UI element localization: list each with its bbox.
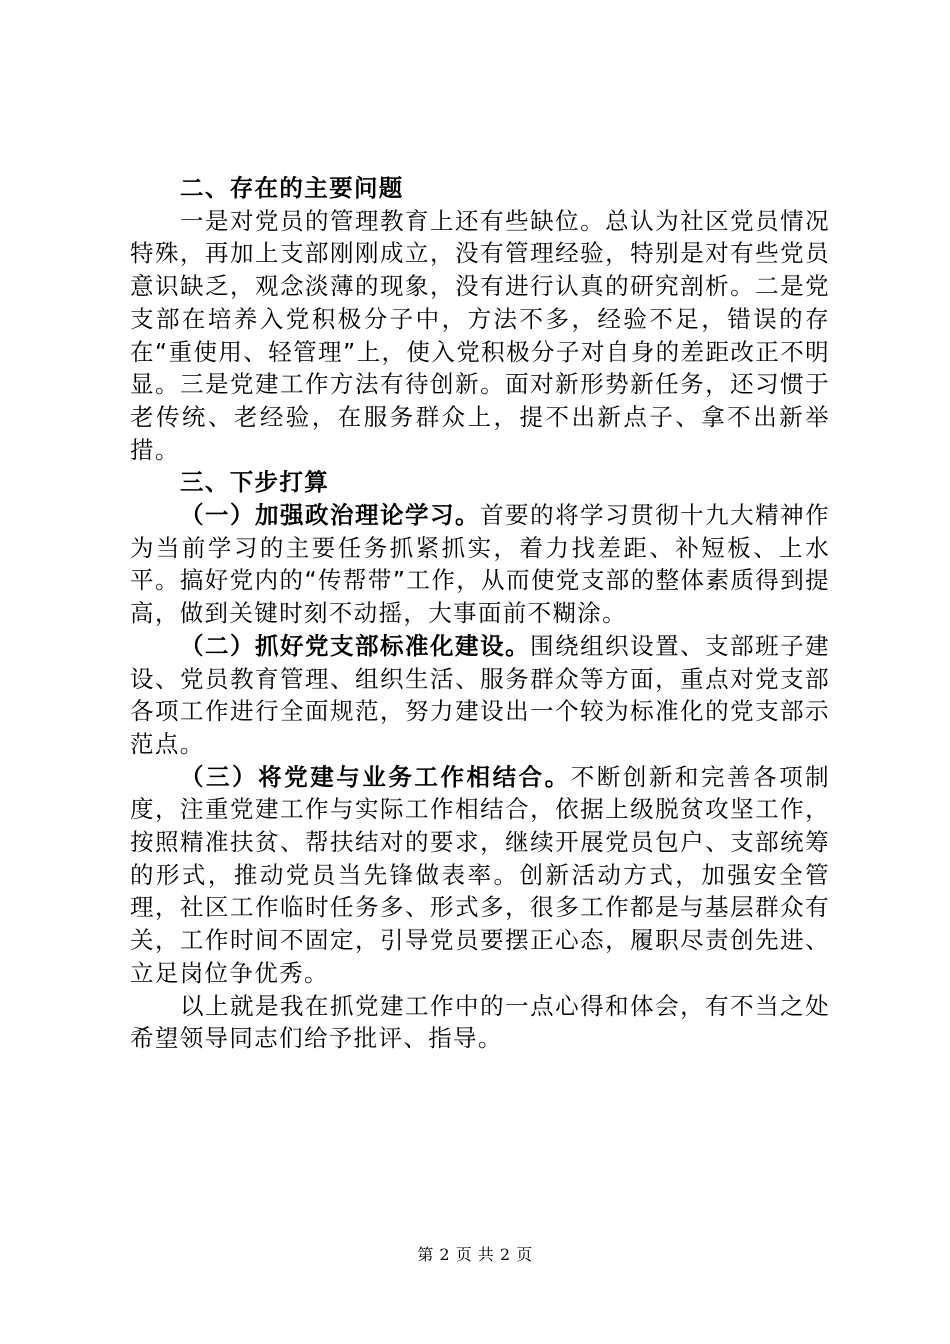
plan-item-2-lead: （二）抓好党支部标准化建设。 xyxy=(180,631,531,660)
page-footer: 第 2 页 共 2 页 xyxy=(417,1245,533,1264)
plan-item-2-text: 围绕组织设置、支部班子建设、党员教育管理、组织生活、服务群众等方面，重点对党支部各项工作进行全面规范，努力建设出一个较为标准化的党支部示范点。 xyxy=(130,631,831,758)
plan-item-1-text: 首要的将学习贯彻十九大精神作为当前学习的主要任务抓紧抓实，着力找差距、补短板、上水平。搞好党内的“传帮带”工作，从而使党支部的整体素质得到提高，做到关键时刻不动摇，大事面前不糊涂。 xyxy=(130,501,831,628)
section-heading-next-steps: 三、下步打算 xyxy=(180,468,330,497)
plan-item-3 xyxy=(130,761,830,990)
plan-item-3-lead: （三）将党建与业务工作相结合。 xyxy=(180,762,571,791)
plan-item-2 xyxy=(130,630,830,761)
document-body xyxy=(130,172,830,1055)
plan-item-1-lead: （一）加强政治理论学习。 xyxy=(180,501,481,530)
closing-paragraph: 以上就是我在抓党建工作中的一点心得和体会，有不当之处希望领导同志们给予批评、指导。 xyxy=(130,991,830,1053)
plan-item-3-text: 不断创新和完善各项制度，注重党建工作与实际工作相结合，依据上级脱贫攻坚工作，按照精准扶贫、帮扶结对的要求，继续开展党员包户、支部统筹的形式，推动党员当先锋做表率。创新活动方式，加强安全管理，社区工作临时任务多、形式多，很多工作都是与基层群众有关，工作时间不固定，引导党员要摆正心态，履职尽责创先进、立足岗位争优秀。 xyxy=(130,762,830,987)
plan-item-1 xyxy=(130,499,830,630)
problems-paragraph: 一是对党员的管理教育上还有些缺位。总认为社区党员情况特殊，再加上支部刚刚成立，没有管理经验，特别是对有些党员意识缺乏，观念淡薄的现象，没有进行认真的研究剖析。二是党支部在培养入党积极分子中，方法不多，经验不足，错误的存在“重使用、轻管理”上，使入党积极分子对自身的差距改正不明显。三是党建工作方法有待创新。面对新形势新任务，还习惯于老传统、老经验，在服务群众上，提不出新点子、拿不出新举措。 xyxy=(130,206,830,464)
section-heading-problems: 二、存在的主要问题 xyxy=(180,174,404,202)
